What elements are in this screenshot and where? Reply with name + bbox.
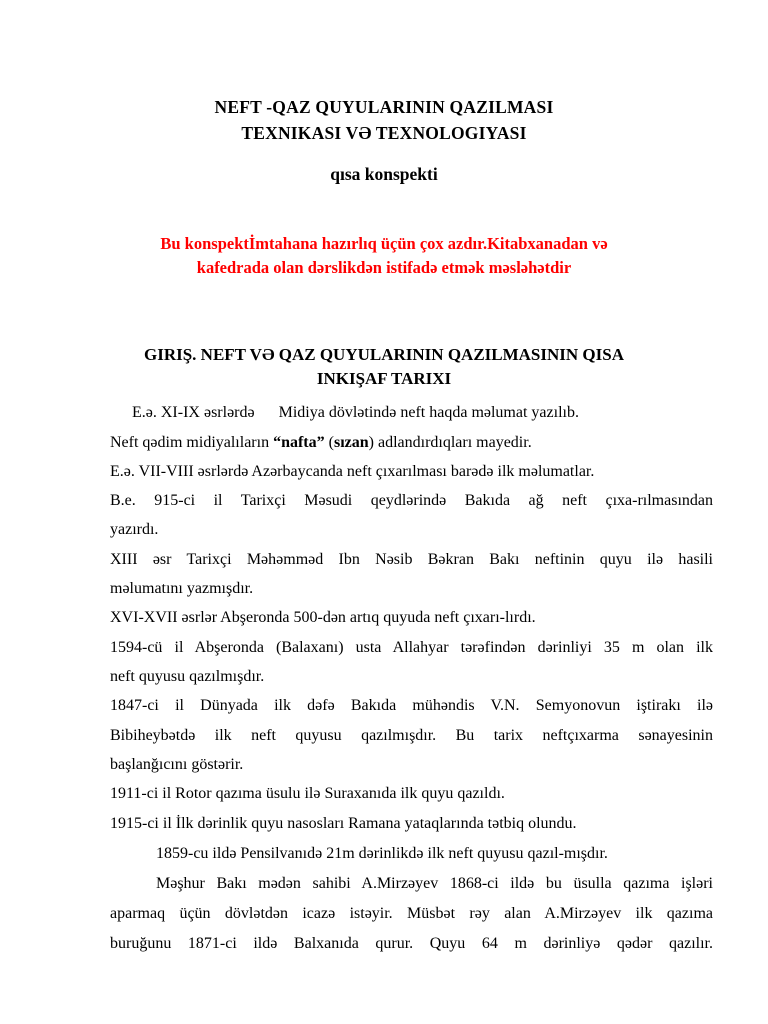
paragraph-line: E.ə. XI-IX əsrlərdə Midiya dövlətində neft haqda məlumat yazılıb. <box>132 404 579 421</box>
paragraph-line: başlanğıcını göstərir. <box>110 756 244 773</box>
warning-note-line-2: kafedrada olan dərslikdən istifadə etmək məsləhətdir <box>196 258 572 277</box>
paragraph-line: 1594-cü il Abşeronda (Balaxanı) usta Allahyar tərəfindən dərinliyi 35 m olan ilk <box>110 639 713 656</box>
paragraph-line: buruğunu 1871-ci ildə Balxanıda qurur. Quyu 64 m dərinliyə qədər qazılır. <box>110 935 713 952</box>
document-title-line-1: NEFT -QAZ QUYULARININ QAZILMASI <box>214 97 554 117</box>
warning-note-line-1: Bu konspektİmtahana hazırlıq üçün çox azdır.Kitabxanadan və <box>160 234 608 253</box>
section-heading-line-2: INKIŞAF TARIXI <box>316 369 452 388</box>
term-nafta: “nafta” <box>273 434 325 451</box>
paragraph-line: neft quyusu qazılmışdır. <box>110 668 265 685</box>
paragraph-line: XVI-XVII əsrlər Abşeronda 500-dən artıq quyuda neft çıxarı-lırdı. <box>110 609 536 626</box>
paragraph-line: aparmaq üçün dövlətdən icazə istəyir. Müsbət rəy alan A.Mirzəyev ilk qazıma <box>110 905 713 922</box>
paragraph-line: 1911-ci il Rotor qazıma üsulu ilə Suraxanıda ilk quyu qazıldı. <box>110 785 505 802</box>
text-run: ) adlandırdıqları mayedir. <box>368 434 532 451</box>
paragraph-line: yazırdı. <box>110 521 159 538</box>
paragraph-line: B.e. 915-ci il Tarixçi Məsudi qeydlərində Bakıda ağ neft çıxa-rılmasından <box>110 492 713 509</box>
paragraph-line: XIII əsr Tarixçi Məhəmməd Ibn Nəsib Bəkran Bakı neftinin quyu ilə hasili <box>110 551 713 568</box>
term-sizan: sızan <box>333 434 369 451</box>
paragraph-line: Bibiheybətdə ilk neft quyusu qazılmışdır. Bu tarix neftçıxarma sənayesinin <box>110 727 713 744</box>
paragraph-line: 1859-cu ildə Pensilvanıdə 21m dərinlikdə ilk neft quyusu qazıl-mışdır. <box>156 845 608 862</box>
text-run: ( <box>324 434 334 451</box>
document-title-line-2: TEXNIKASI VƏ TEXNOLOGIYASI <box>241 123 527 143</box>
paragraph-line: 1915-ci il İlk dərinlik quyu nasosları Ramana yataqlarında tətbiq olundu. <box>110 815 577 832</box>
text-run: Neft qədim midiyalıların <box>110 434 274 451</box>
paragraph-line: 1847-ci il Dünyada ilk dəfə Bakıda mühəndis V.N. Semyonovun iştirakı ilə <box>110 697 713 714</box>
paragraph-line: məlumatını yazmışdır. <box>110 580 254 597</box>
paragraph-line: Məşhur Bakı mədən sahibi A.Mirzəyev 1868-ci ildə bu üsulla qazıma işləri <box>156 875 713 892</box>
document-subtitle: qısa konspekti <box>330 164 438 184</box>
paragraph-line: E.ə. VII-VIII əsrlərdə Azərbaycanda neft çıxarılması barədə ilk məlumatlar. <box>110 463 595 480</box>
paragraph-line <box>110 432 713 454</box>
section-heading-line-1: GIRIŞ. NEFT VƏ QAZ QUYULARININ QAZILMASININ QISA <box>144 345 624 364</box>
